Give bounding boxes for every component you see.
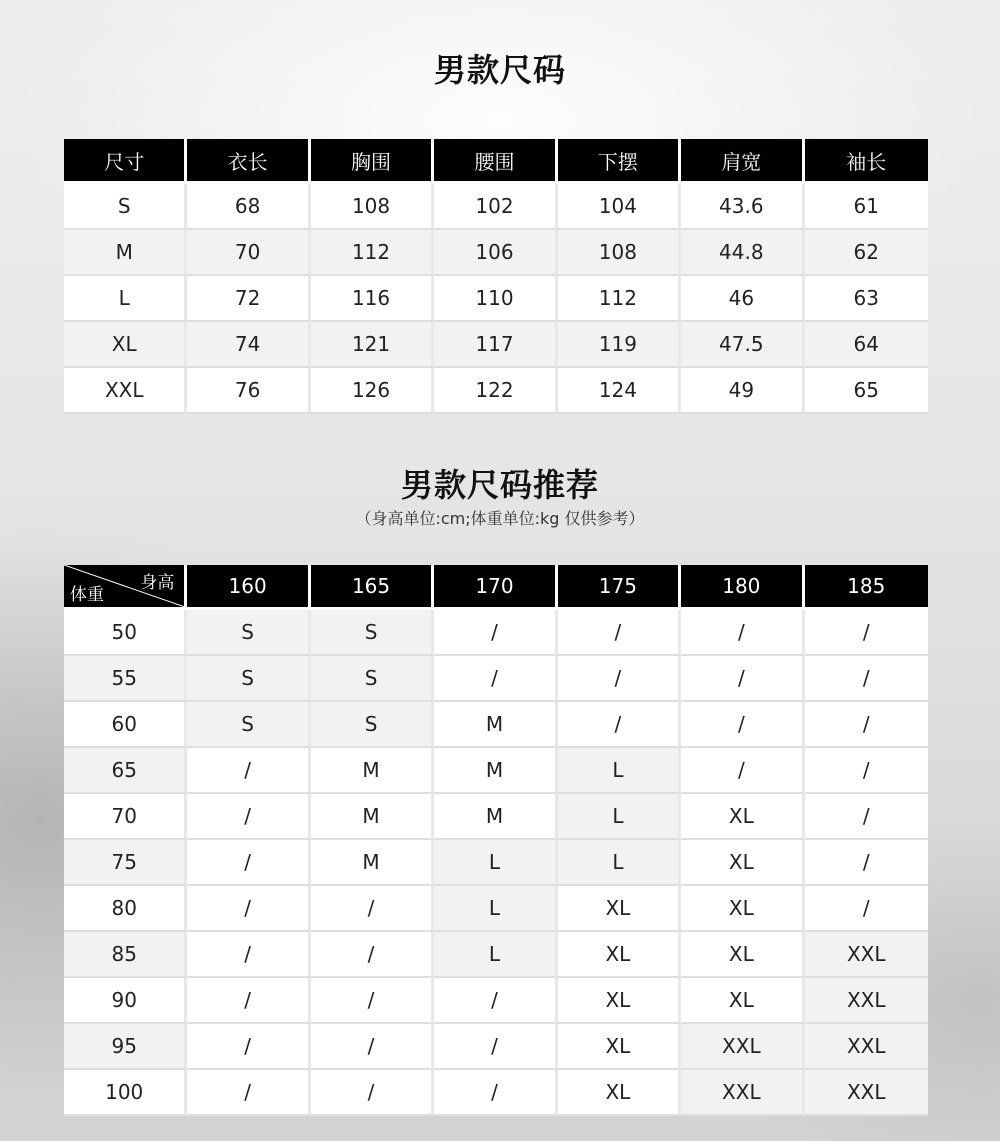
recommended-size-cell: XL bbox=[681, 794, 804, 840]
recommended-size-cell: XXL bbox=[681, 1024, 804, 1070]
recommended-size-cell: / bbox=[311, 1024, 434, 1070]
weight-cell: 50 bbox=[64, 610, 187, 656]
recommended-size-cell: / bbox=[805, 610, 928, 656]
header-cell: 尺寸 bbox=[64, 139, 187, 184]
recommended-size-cell: XL bbox=[681, 886, 804, 932]
table-row bbox=[64, 184, 928, 230]
recommendation-title: 男款尺码推荐 bbox=[400, 466, 599, 504]
measurement-cell: 63 bbox=[805, 276, 928, 322]
table-row bbox=[64, 368, 928, 414]
measurement-cell: 112 bbox=[558, 276, 681, 322]
recommended-size-cell: / bbox=[681, 748, 804, 794]
weight-cell: 55 bbox=[64, 656, 187, 702]
measurement-cell: 49 bbox=[681, 368, 804, 414]
weight-cell: 70 bbox=[64, 794, 187, 840]
recommended-size-cell: / bbox=[187, 932, 310, 978]
table-row bbox=[64, 840, 928, 886]
table-row bbox=[64, 656, 928, 702]
recommended-size-cell: XXL bbox=[681, 1070, 804, 1116]
header-cell: 衣长 bbox=[187, 139, 310, 184]
table-row bbox=[64, 748, 928, 794]
measurement-cell: 106 bbox=[434, 230, 557, 276]
recommended-size-cell: XL bbox=[558, 886, 681, 932]
weight-cell: 95 bbox=[64, 1024, 187, 1070]
size-chart-header-row bbox=[64, 139, 928, 184]
recommended-size-cell: / bbox=[681, 702, 804, 748]
measurement-cell: 108 bbox=[311, 184, 434, 230]
measurement-cell: 74 bbox=[187, 322, 310, 368]
recommended-size-cell: / bbox=[311, 978, 434, 1024]
recommended-size-cell: S bbox=[187, 656, 310, 702]
recommended-size-cell: / bbox=[558, 702, 681, 748]
table-row bbox=[64, 230, 928, 276]
recommended-size-cell: S bbox=[311, 610, 434, 656]
measurement-cell: 44.8 bbox=[681, 230, 804, 276]
height-header-cell: 165 bbox=[311, 565, 434, 610]
table-row bbox=[64, 1070, 928, 1116]
recommended-size-cell: XL bbox=[558, 1070, 681, 1116]
measurement-cell: 122 bbox=[434, 368, 557, 414]
recommended-size-cell: XXL bbox=[805, 1024, 928, 1070]
recommended-size-cell: / bbox=[558, 656, 681, 702]
measurement-cell: 70 bbox=[187, 230, 310, 276]
recommended-size-cell: / bbox=[681, 656, 804, 702]
measurement-cell: 110 bbox=[434, 276, 557, 322]
recommended-size-cell: L bbox=[434, 886, 557, 932]
height-header-cell: 175 bbox=[558, 565, 681, 610]
recommendation-header-row bbox=[64, 565, 928, 610]
weight-cell: 60 bbox=[64, 702, 187, 748]
recommended-size-cell: M bbox=[311, 840, 434, 886]
recommended-size-cell: / bbox=[187, 1024, 310, 1070]
measurement-cell: 108 bbox=[558, 230, 681, 276]
header-cell: 下摆 bbox=[558, 139, 681, 184]
recommended-size-cell: / bbox=[434, 1070, 557, 1116]
recommended-size-cell: S bbox=[187, 702, 310, 748]
recommended-size-cell: / bbox=[805, 886, 928, 932]
measurement-cell: 112 bbox=[311, 230, 434, 276]
recommended-size-cell: / bbox=[187, 794, 310, 840]
recommended-size-cell: / bbox=[311, 1070, 434, 1116]
measurement-cell: 61 bbox=[805, 184, 928, 230]
recommended-size-cell: / bbox=[187, 840, 310, 886]
recommended-size-cell: M bbox=[434, 748, 557, 794]
recommended-size-cell: / bbox=[805, 794, 928, 840]
height-header-cell: 185 bbox=[805, 565, 928, 610]
recommended-size-cell: / bbox=[558, 610, 681, 656]
table-row bbox=[64, 276, 928, 322]
measurement-cell: 62 bbox=[805, 230, 928, 276]
table-row bbox=[64, 702, 928, 748]
corner-header-cell bbox=[64, 565, 187, 610]
recommended-size-cell: L bbox=[434, 932, 557, 978]
measurement-cell: 46 bbox=[681, 276, 804, 322]
recommended-size-cell: / bbox=[805, 656, 928, 702]
recommended-size-cell: M bbox=[311, 794, 434, 840]
header-cell: 胸围 bbox=[311, 139, 434, 184]
recommended-size-cell: XXL bbox=[805, 978, 928, 1024]
table-row bbox=[64, 1024, 928, 1070]
size-chart-title: 男款尺码 bbox=[433, 51, 566, 89]
size-label-cell: S bbox=[64, 184, 187, 230]
table-row bbox=[64, 610, 928, 656]
table-row bbox=[64, 886, 928, 932]
table-row bbox=[64, 794, 928, 840]
measurement-cell: 64 bbox=[805, 322, 928, 368]
recommended-size-cell: XL bbox=[681, 978, 804, 1024]
measurement-cell: 121 bbox=[311, 322, 434, 368]
recommended-size-cell: / bbox=[187, 748, 310, 794]
measurement-cell: 43.6 bbox=[681, 184, 804, 230]
recommended-size-cell: L bbox=[558, 748, 681, 794]
measurement-cell: 126 bbox=[311, 368, 434, 414]
measurement-cell: 72 bbox=[187, 276, 310, 322]
table-row bbox=[64, 322, 928, 368]
weight-cell: 100 bbox=[64, 1070, 187, 1116]
height-header-cell: 170 bbox=[434, 565, 557, 610]
header-cell: 袖长 bbox=[805, 139, 928, 184]
recommended-size-cell: XL bbox=[681, 840, 804, 886]
corner-weight-label: 体重 bbox=[70, 585, 104, 605]
recommended-size-cell: XL bbox=[681, 932, 804, 978]
recommended-size-cell: S bbox=[187, 610, 310, 656]
recommended-size-cell: XL bbox=[558, 1024, 681, 1070]
measurement-cell: 104 bbox=[558, 184, 681, 230]
measurement-cell: 76 bbox=[187, 368, 310, 414]
measurement-cell: 102 bbox=[434, 184, 557, 230]
recommended-size-cell: / bbox=[434, 1024, 557, 1070]
measurement-cell: 117 bbox=[434, 322, 557, 368]
measurement-cell: 68 bbox=[187, 184, 310, 230]
recommended-size-cell: S bbox=[311, 702, 434, 748]
recommended-size-cell: / bbox=[805, 840, 928, 886]
recommended-size-cell: L bbox=[434, 840, 557, 886]
height-header-cell: 160 bbox=[187, 565, 310, 610]
table-row bbox=[64, 978, 928, 1024]
recommended-size-cell: / bbox=[187, 978, 310, 1024]
height-header-cell: 180 bbox=[681, 565, 804, 610]
measurement-cell: 47.5 bbox=[681, 322, 804, 368]
recommended-size-cell: M bbox=[434, 794, 557, 840]
size-label-cell: M bbox=[64, 230, 187, 276]
recommendation-subtitle: （身高单位:cm;体重单位:kg 仅供参考） bbox=[355, 509, 645, 528]
measurement-cell: 65 bbox=[805, 368, 928, 414]
recommended-size-cell: XL bbox=[558, 932, 681, 978]
recommended-size-cell: XXL bbox=[805, 1070, 928, 1116]
recommended-size-cell: / bbox=[805, 748, 928, 794]
recommended-size-cell: L bbox=[558, 840, 681, 886]
header-cell: 腰围 bbox=[434, 139, 557, 184]
measurement-cell: 119 bbox=[558, 322, 681, 368]
recommended-size-cell: / bbox=[187, 1070, 310, 1116]
recommended-size-cell: / bbox=[805, 702, 928, 748]
recommended-size-cell: S bbox=[311, 656, 434, 702]
size-label-cell: XXL bbox=[64, 368, 187, 414]
recommended-size-cell: L bbox=[558, 794, 681, 840]
recommended-size-cell: M bbox=[311, 748, 434, 794]
corner-height-label: 身高 bbox=[140, 573, 175, 593]
weight-cell: 80 bbox=[64, 886, 187, 932]
recommended-size-cell: / bbox=[187, 886, 310, 932]
measurement-cell: 116 bbox=[311, 276, 434, 322]
recommended-size-cell: / bbox=[311, 932, 434, 978]
weight-cell: 90 bbox=[64, 978, 187, 1024]
size-label-cell: L bbox=[64, 276, 187, 322]
weight-cell: 65 bbox=[64, 748, 187, 794]
table-row bbox=[64, 932, 928, 978]
weight-cell: 85 bbox=[64, 932, 187, 978]
header-cell: 肩宽 bbox=[681, 139, 804, 184]
recommended-size-cell: M bbox=[434, 702, 557, 748]
weight-cell: 75 bbox=[64, 840, 187, 886]
size-chart-table bbox=[64, 139, 928, 414]
recommended-size-cell: XL bbox=[558, 978, 681, 1024]
recommended-size-cell: / bbox=[434, 978, 557, 1024]
measurement-cell: 124 bbox=[558, 368, 681, 414]
size-recommendation-table bbox=[64, 565, 928, 1116]
recommended-size-cell: XXL bbox=[805, 932, 928, 978]
recommended-size-cell: / bbox=[434, 656, 557, 702]
recommended-size-cell: / bbox=[311, 886, 434, 932]
recommended-size-cell: / bbox=[434, 610, 557, 656]
recommended-size-cell: / bbox=[681, 610, 804, 656]
size-label-cell: XL bbox=[64, 322, 187, 368]
